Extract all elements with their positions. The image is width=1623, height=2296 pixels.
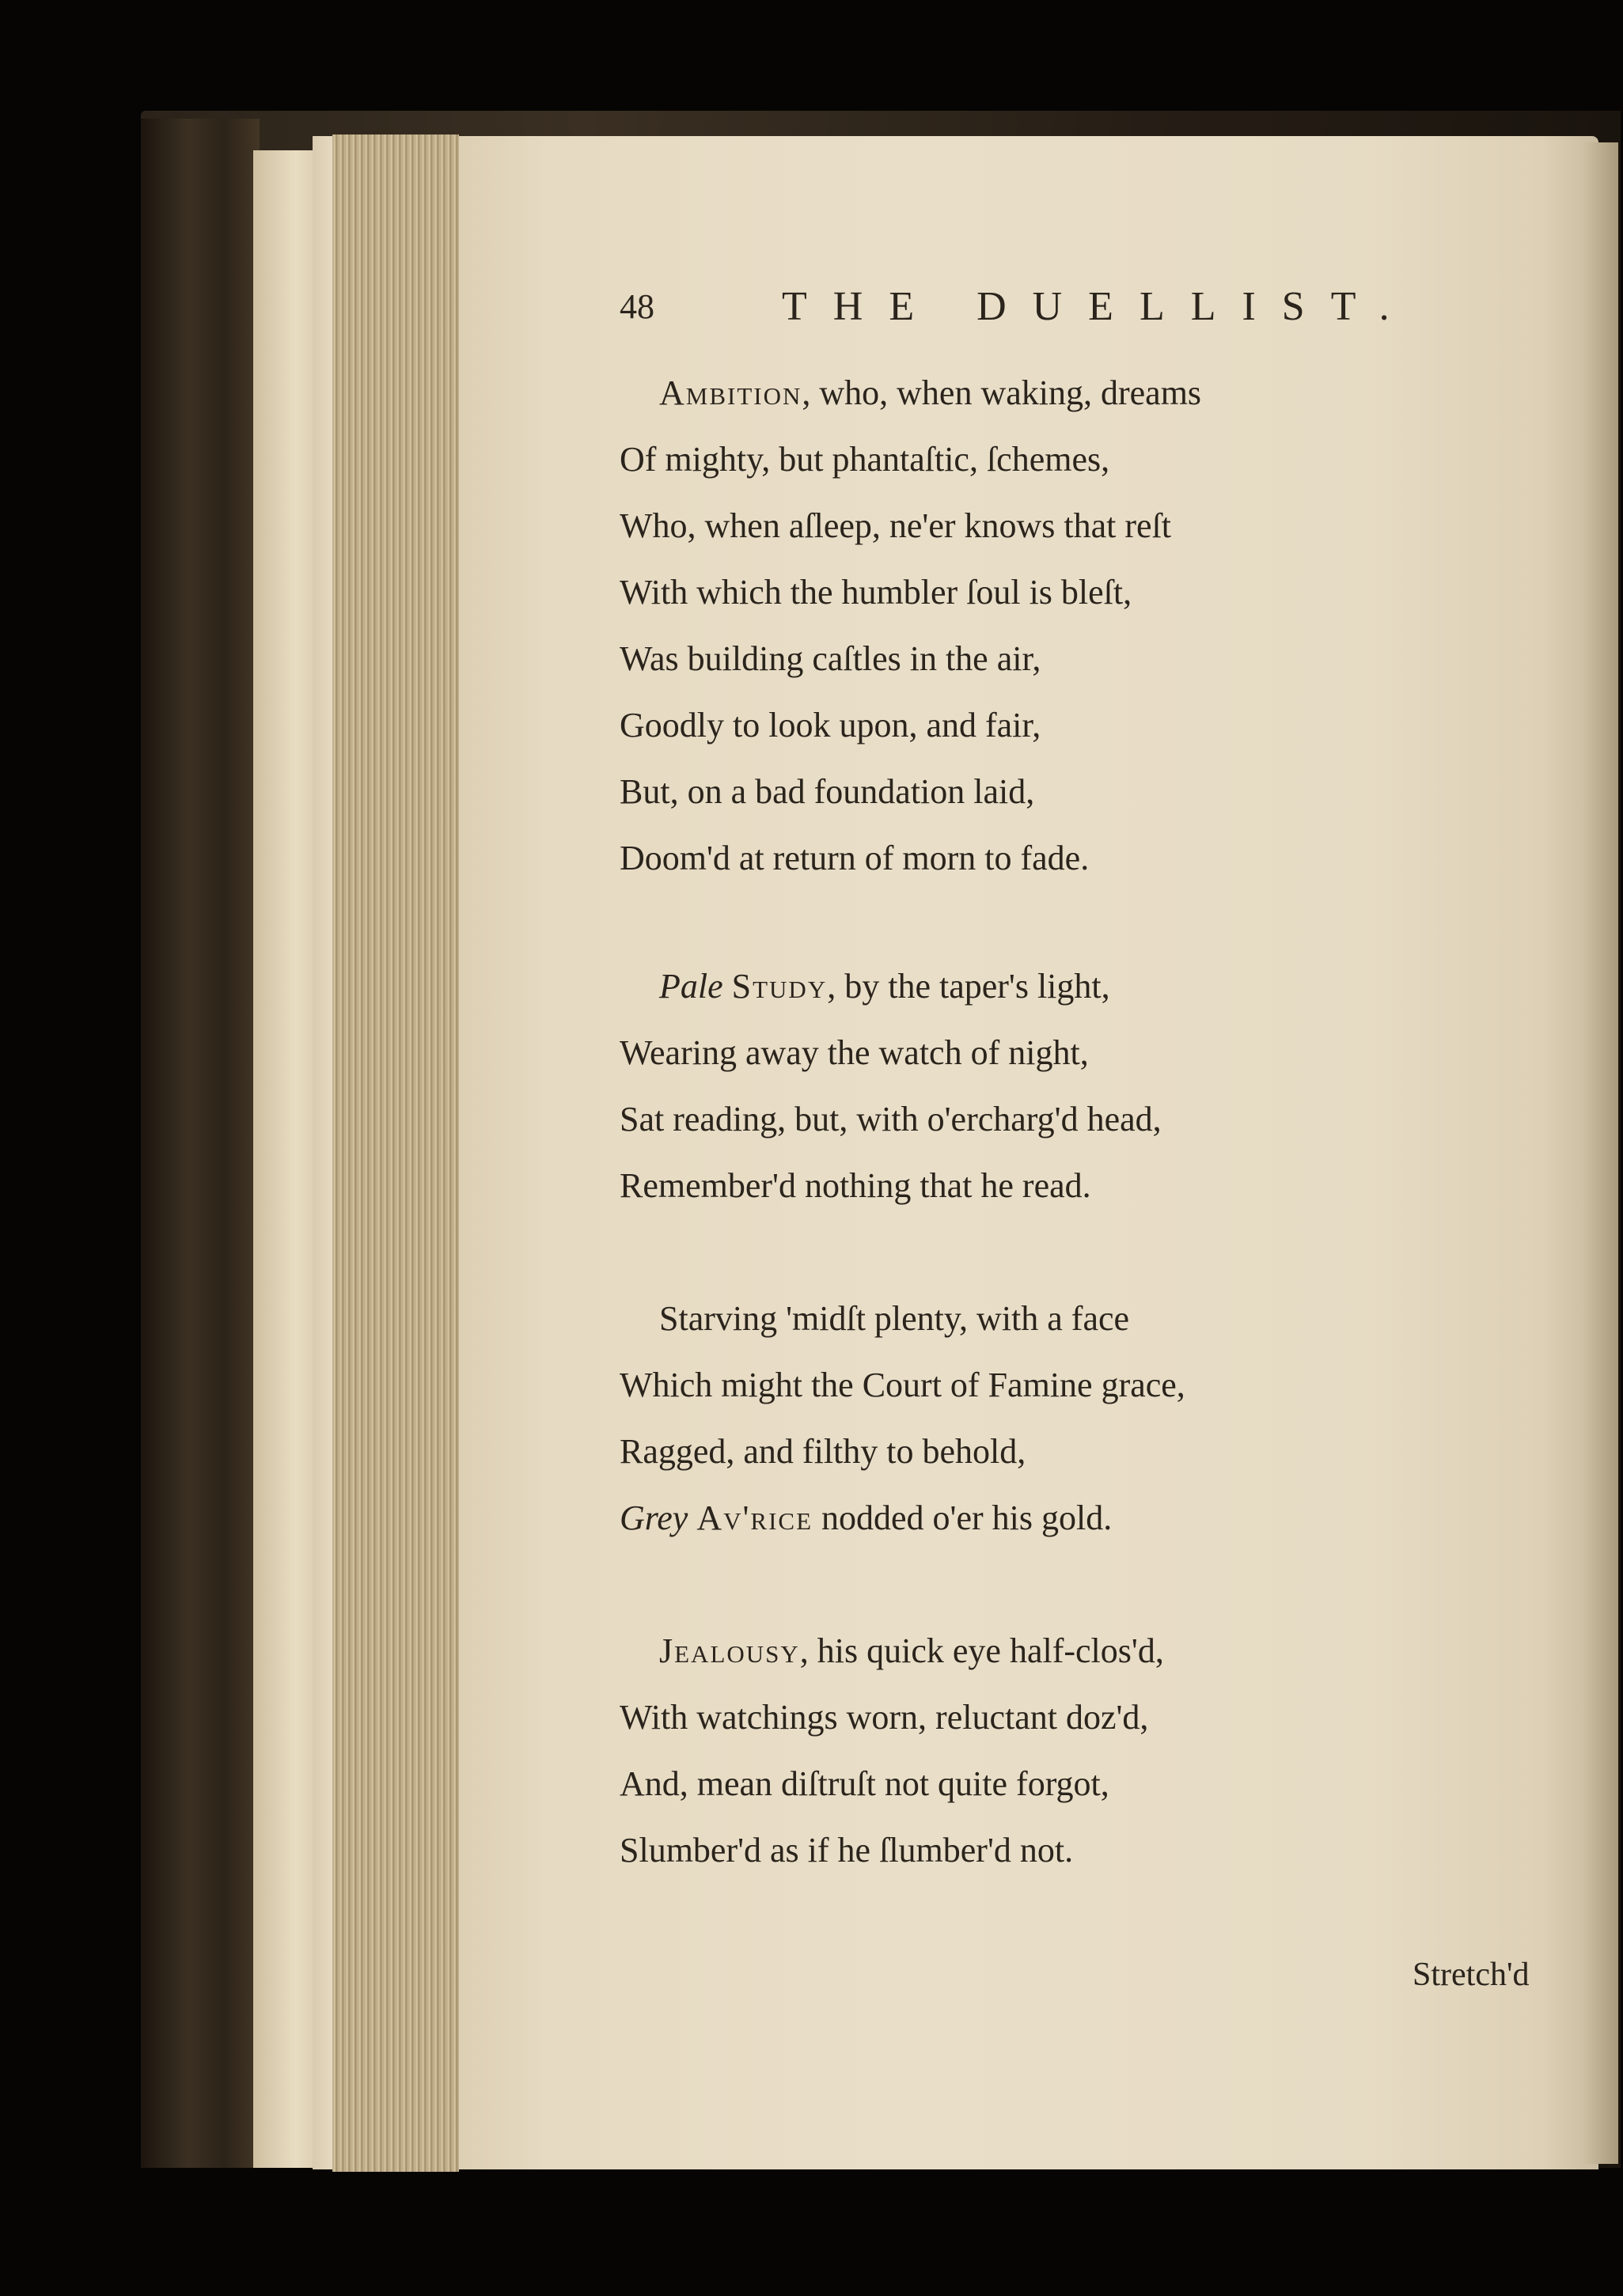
verse-line: Goodly to look upon, and fair, bbox=[620, 706, 1041, 744]
verse-line: With watchings worn, reluctant doz'd, bbox=[620, 1698, 1149, 1737]
verse-line: Sat reading, but, with o'ercharg'd head, bbox=[620, 1100, 1162, 1139]
verse-line: Doom'd at return of morn to fade. bbox=[620, 839, 1090, 877]
verse-line: Was building caſtles in the air, bbox=[620, 639, 1041, 678]
verse-line: And, mean diſtruſt not quite forgot, bbox=[620, 1764, 1109, 1803]
verse-line: Of mighty, but phantaſtic, ſchemes, bbox=[620, 440, 1110, 479]
verse-line: Grey Av'rice nodded o'er his gold. bbox=[620, 1498, 1113, 1537]
verse-line: But, on a bad foundation laid, bbox=[620, 772, 1035, 811]
verse-line: Starving 'midſt plenty, with a face bbox=[659, 1299, 1130, 1338]
verse-line: Which might the Court of Famine grace, bbox=[620, 1366, 1185, 1404]
running-head: THE DUELLIST. bbox=[782, 284, 1416, 329]
verse-line: Who, when aſleep, ne'er knows that reſt bbox=[620, 506, 1172, 545]
verse-line: Ambition, who, when waking, dreams bbox=[659, 373, 1202, 412]
stanza-2 bbox=[620, 953, 1530, 1219]
page-number: 48 bbox=[620, 287, 654, 326]
verse-line: Slumber'd as if he ſlumber'd not. bbox=[620, 1831, 1074, 1870]
page-curl-shadow bbox=[1583, 142, 1618, 2164]
verse-line: Jealousy, his quick eye half-clos'd, bbox=[659, 1631, 1164, 1670]
catchword: Stretch'd bbox=[1413, 1957, 1530, 1993]
book-spine-edge bbox=[141, 119, 260, 2168]
page-block-edge bbox=[332, 135, 459, 2172]
page-header bbox=[620, 284, 1416, 334]
stanza-3 bbox=[620, 1286, 1530, 1552]
stanza-1 bbox=[620, 360, 1530, 892]
verse-line: Pale Study, by the taper's light, bbox=[659, 967, 1110, 1006]
verse-line: With which the humbler ſoul is bleſt, bbox=[620, 573, 1132, 612]
verse-line: Ragged, and filthy to behold, bbox=[620, 1432, 1026, 1471]
verse-line: Wearing away the watch of night, bbox=[620, 1033, 1089, 1072]
verse-line: Remember'd nothing that he read. bbox=[620, 1166, 1091, 1205]
stanza-4 bbox=[620, 1618, 1530, 1884]
